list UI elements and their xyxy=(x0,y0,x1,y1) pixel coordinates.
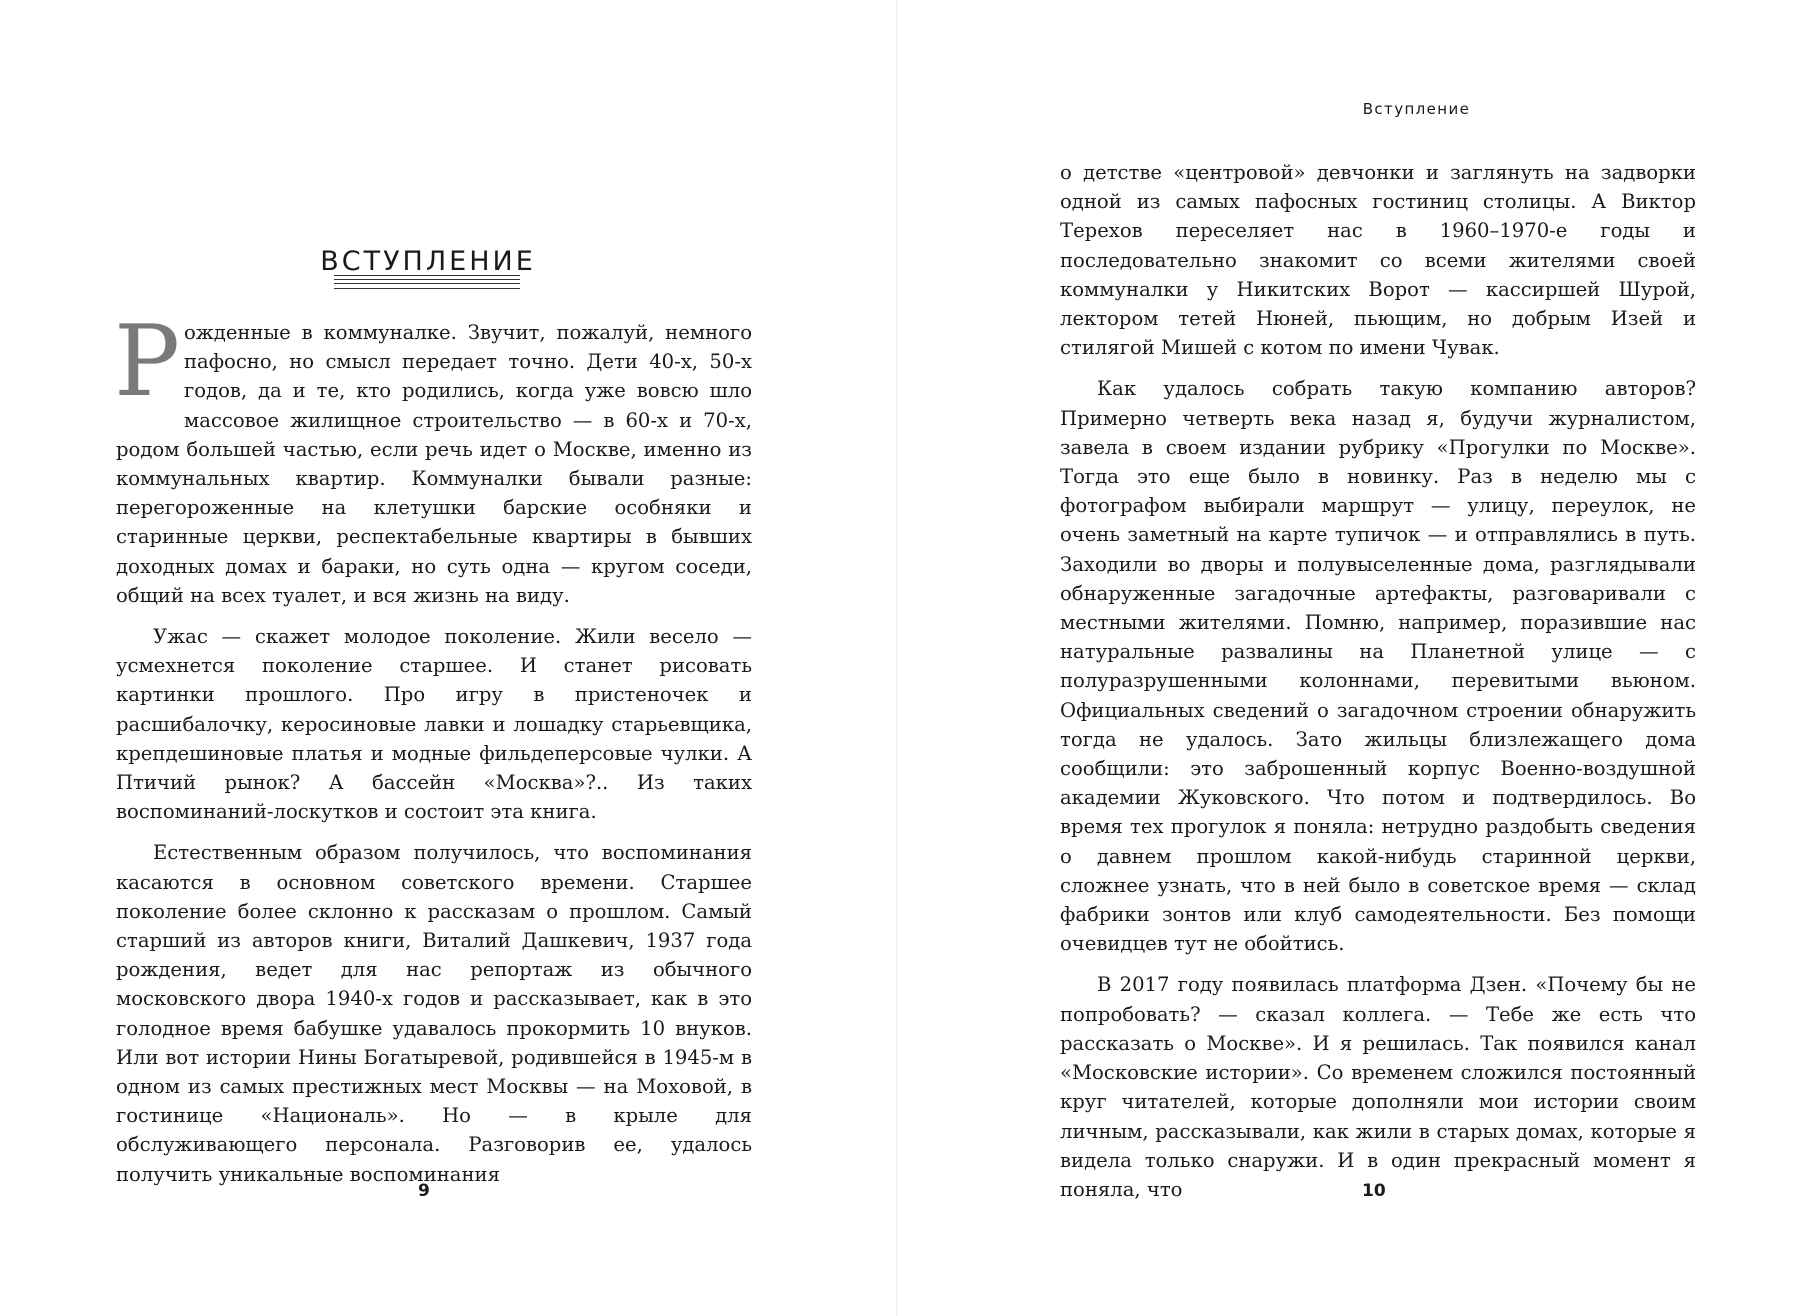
page-number-right: 10 xyxy=(1362,1181,1386,1201)
drop-cap: Р xyxy=(114,305,180,419)
chapter-title: ВСТУПЛЕНИЕ xyxy=(320,246,536,278)
paragraph-2: Ужас — скажет молодое поколение. Жили весело — усмехнется поколение старшее. И станет рисовать картинки прошлого. Про игру в пристеночек и расшибалочку, керосиновые лавки и лошадку старьевщика, крепдешиновые платья и модные фильдеперсовые чулки. А Птичий рынок? А бассейн «Москва»?.. Из таких воспоминаний-лоскутков и состоит эта книга. xyxy=(116,625,752,824)
left-page xyxy=(0,0,896,1316)
right-page xyxy=(898,0,1795,1316)
paragraph-1-text: ожденные в коммуналке. Звучит, пожалуй, немного пафосно, но смысл передает точно. Дети 40-х, 50-х годов, да и те, кто родились, когда уже вовсю шло массовое жилищное строительство — в 60-х и 70-х, родом большей частью, если речь идет о Москве, именно из коммунальных квартир. Коммуналки бывали разные: перегороженные на клетушки барские особняки и старинные церкви, респектабельные квартиры в бывших доходных домах и бараки, но суть одна — кругом соседи, общий на всех туалет, и вся жизнь на виду. xyxy=(116,321,752,607)
paragraph-3: Естественным образом получилось, что воспоминания касаются в основном советского времени. Старшее поколение более склонно к рассказам о прошлом. Самый старший из авторов книги, Виталий Дашкевич, 1937 года рождения, ведет для нас репортаж из обычного московского двора 1940-х годов и рассказывает, как в это голодное время бабушке удавалось прокормить 10 внуков. Или вот истории Нины Богатыревой, родившейся в 1945-м в одном из самых престижных мест Москвы — на Моховой, в гостинице «Националь». Но — в крыле для обслуживающего персонала. Разговорив ее, удалось получить уникальные воспоминания xyxy=(116,841,752,1186)
paragraph-3: В 2017 году появилась платформа Дзен. «Почему бы не попробовать? — сказал коллега. — Тебе же есть что рассказать о Москве». И я решилась. Так появился канал «Московские истории». Со временем сложился постоянный круг читателей, которые дополняли мои истории своим личным, рассказывали, как жили в старых домах, которые я видела только снаружи. И в один прекрасный момент я поняла, что xyxy=(1060,973,1696,1201)
running-head: Вступление xyxy=(1362,100,1471,118)
page-number-left: 9 xyxy=(418,1181,430,1201)
paragraph-1 xyxy=(114,305,752,610)
left-page-body xyxy=(114,305,752,1201)
right-page-body xyxy=(1060,158,1696,1216)
paragraph-2: Как удалось собрать такую компанию авторов? Примерно четверть века назад я, будучи журналистом, завела в своем издании рубрику «Прогулки по Москве». Тогда это еще было в новинку. Раз в неделю мы с фотографом выбирали маршрут — улицу, переулок, не очень заметный на карте тупичок — и отправлялись в путь. Заходили во дворы и полувыселенные дома, разглядывали обнаруженные загадочные артефакты, разговаривали с местными жителями. Помню, например, поразившие нас натуральные развалины на Планетной улице — с полуразрушенными колоннами, перевитыми вьюном. Официальных сведений о загадочном строении обнаружить тогда не удалось. Зато жильцы близлежащего дома сообщили: это заброшенный корпус Военно-воздушной академии Жуковского. Что потом и подтвердилось. Во время тех прогулок я поняла: нетрудно раздобыть сведения о давнем прошлом какой-нибудь старинной церкви, сложнее узнать, что в ней было в советское время — склад фабрики зонтов или клуб самодеятельности. Без помощи очевидцев тут не обойтись. xyxy=(1060,377,1696,956)
paragraph-1-continued: о детстве «центровой» девчонки и заглянуть на задворки одной из самых пафосных гостиниц столицы. А Виктор Терехов переселяет нас в 1960–1970-е годы и последовательно знакомит со всеми жителями своей коммуналки у Никитских Ворот — кассиршей Шурой, лектором тетей Нюней, пьющим, но добрым Изей и стилягой Мишей с котом по имени Чувак. xyxy=(1060,161,1696,360)
title-ornament-rule xyxy=(334,275,520,289)
